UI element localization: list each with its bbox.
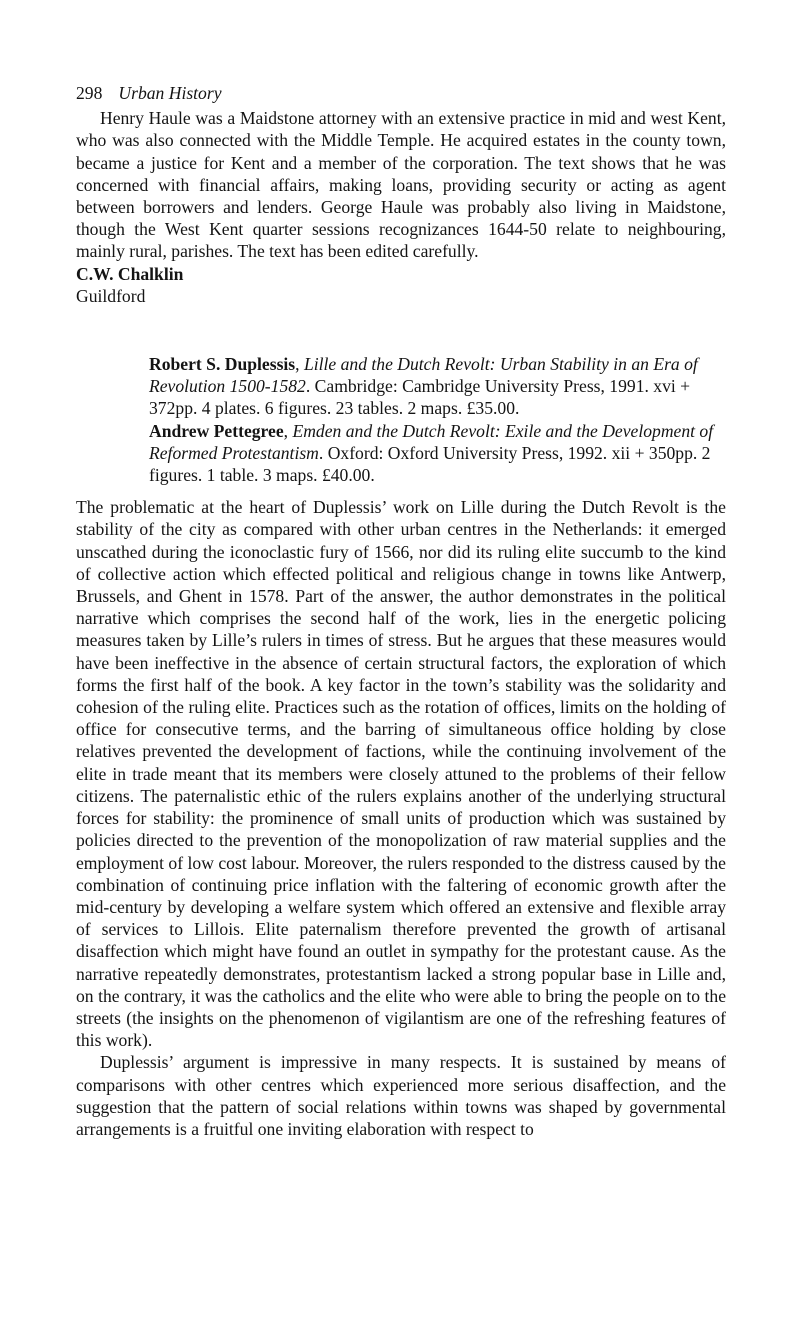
book-entry: Andrew Pettegree, Emden and the Dutch Revolt: Exile and the Development of Reformed Protestantism. Oxford: Oxford University Press, 1992. xii + 350pp. 2 figures. 1 table. 3 maps. £40.00. [149,420,714,486]
books-under-review [149,353,726,486]
book-entry: Robert S. Duplessis, Lille and the Dutch Revolt: Urban Stability in an Era of Revolution 1500-1582. Cambridge: Cambridge University Press, 1991. xvi + 372pp. 4 plates. 6 figures. 23 tables. 2 maps. £35.00. [149,354,698,419]
review-paragraph-1: The problematic at the heart of Duplessis’ work on Lille during the Dutch Revolt is the stability of the city as compared with other urban centres in the Netherlands: it emerged unscathed during the iconoclastic fury of 1566, nor did its ruling elite succumb to the kind of collective action which effected political and religious change in towns like Antwerp, Brussels, and Ghent in 1578. Part of the answer, the author demonstrates in the political narrative which comprises the second half of the work, lies in the energetic policing measures taken by Lille’s rulers in times of stress. But he argues that these measures would have been ineffective in the absence of certain structural factors, the exploration of which forms the first half of the book. A key factor in the town’s stability was the solidarity and cohesion of the ruling elite. Practices such as the rotation of offices, limits on the holding of office for consecutive terms, and the barring of simultaneous office holding by close relatives prevented the development of factions, while the continuing involvement of the elite in trade meant that its members were closely attuned to the problems of their fellow citizens. The paternalistic ethic of the rulers explains another of the underlying structural forces for stability: the prominence of small units of production which was sustained by policies directed to the prevention of the monopolization of raw material supplies and the employment of low cost labour. Moreover, the rulers responded to the distress caused by the combination of continuing price inflation with the faltering of economic growth after the mid-century by developing a welfare system which offered an extensive and flexible array of services to Lillois. Elite paternalism therefore prevented the growth of artisanal disaffection which might have found an outlet in sympathy for the protestant cause. As the narrative repeatedly demonstrates, protestantism lacked a strong popular base in Lille and, on the contrary, it was the catholics and the elite who were able to bring the people on to the streets (the insights on the phenomenon of vigilantism are one of the refreshing features of this work). [76,497,726,1051]
book-publication: . Oxford: Oxford University Press, 1992. xii + 350pp. 2 figures. 1 table. 3 maps. £40.00. [149,442,711,486]
previous-review-paragraph: Henry Haule was a Maidstone attorney with an extensive practice in mid and west Kent, who was also connected with the Middle Temple. He acquired estates in the county town, became a justice for Kent and a member of the corporation. The text shows that he was concerned with financial affairs, making loans, providing security or acting as agent between borrowers and lenders. George Haule was probably also living in Maidstone, though the West Kent quarter sessions recognizances 1644-50 relate to neighbouring, mainly rural, parishes. The text has been edited carefully. [76,108,726,262]
reviewer-location: Guildford [76,285,146,306]
book-title: Lille and the Dutch Revolt: Urban Stability in an Era of Revolution 1500-1582 [149,354,698,397]
journal-title: Urban History [118,83,222,103]
book-author: Robert S. Duplessis [149,354,296,375]
book-author: Andrew Pettegree [149,420,284,441]
reviewer-name: C.W. Chalklin [76,263,184,284]
page-number: 298 [76,83,103,103]
book-review-page [76,82,726,1140]
running-head [76,82,726,104]
review-paragraph-2: Duplessis’ argument is impressive in many respects. It is sustained by means of comparisons with other centres which experienced more serious disaffection, and the suggestion that the pattern of social relations within towns was shaped by governmental arrangements is a fruitful one inviting elaboration with respect to [76,1052,726,1139]
book-title: Emden and the Dutch Revolt: Exile and the Development of Reformed Protestantism [149,420,714,463]
book-publication: . Cambridge: Cambridge University Press, 1991. xvi + 372pp. 4 plates. 6 figures. 23 tables. 2 maps. £35.00. [149,376,691,419]
